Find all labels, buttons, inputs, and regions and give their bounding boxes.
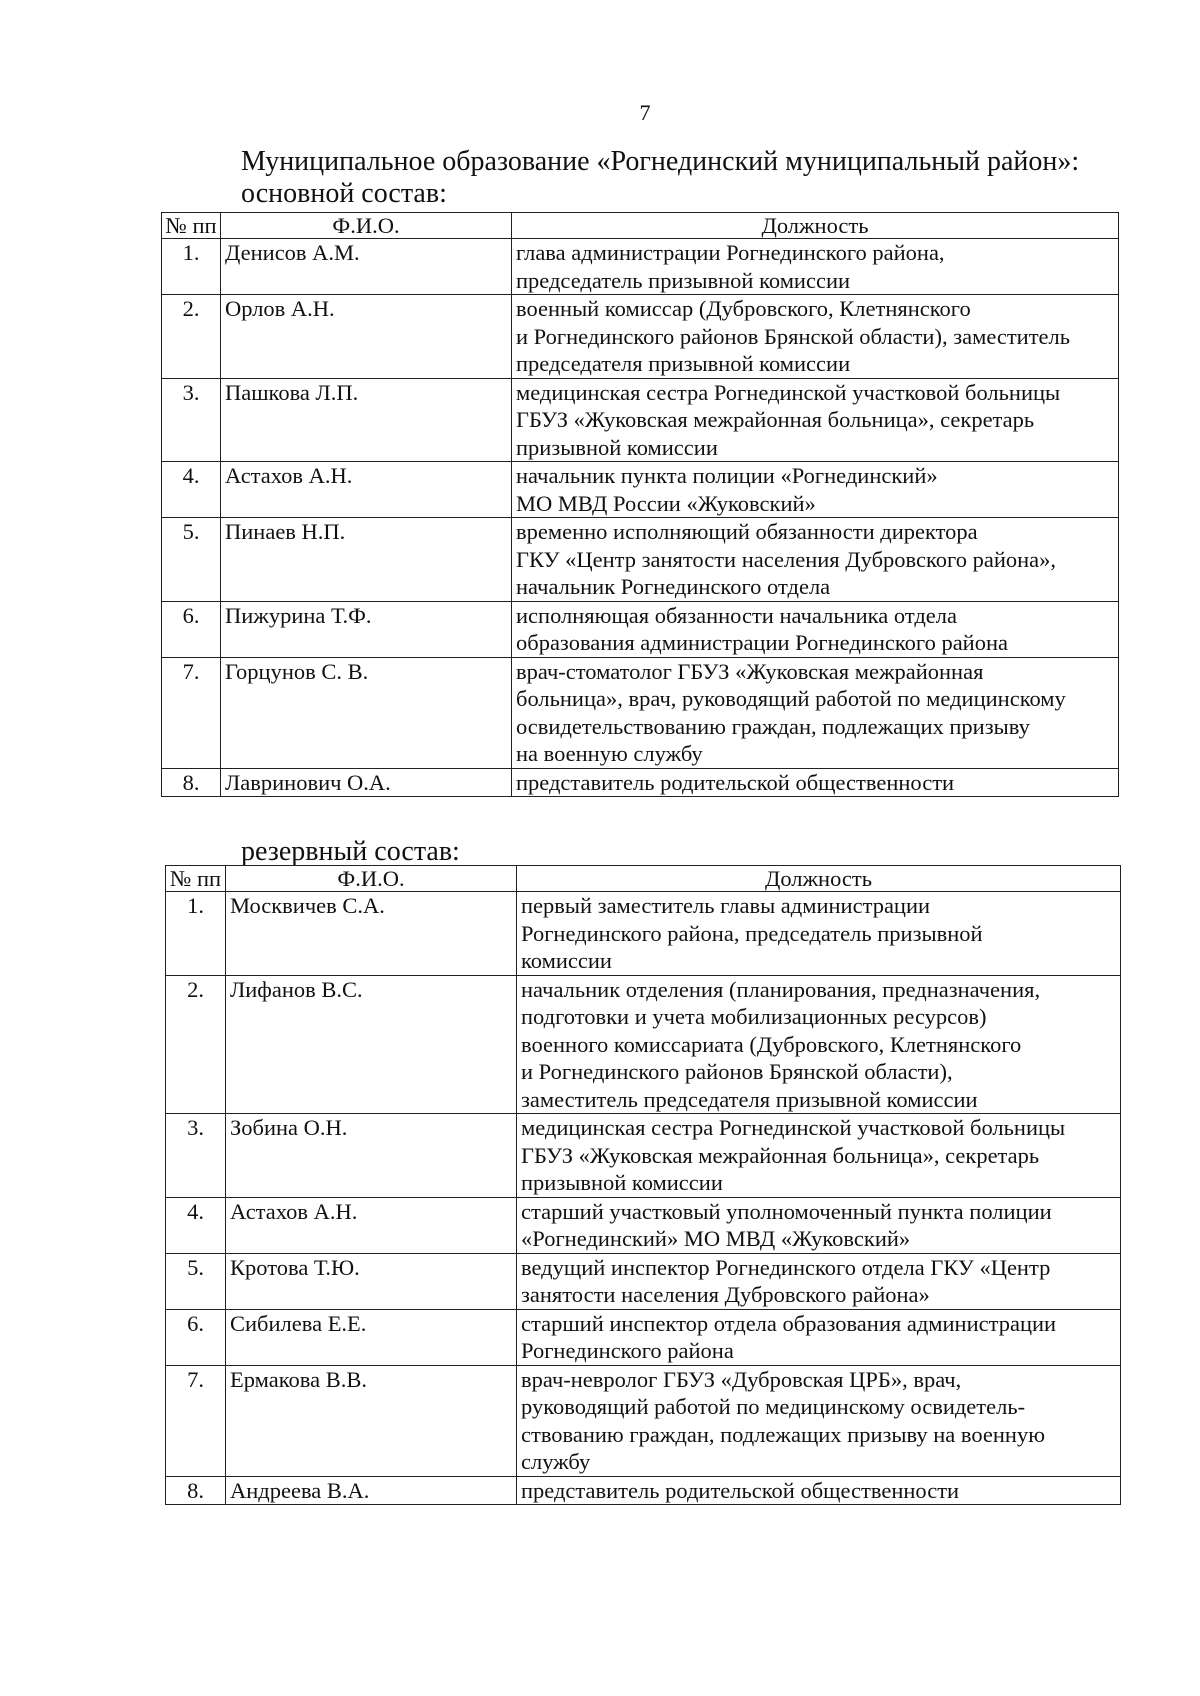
position-line: освидетельствованию граждан, подлежащих призыву	[516, 713, 1030, 739]
position-line: медицинская сестра Рогнединской участковой больницы	[516, 379, 1061, 405]
reserve-roster-body	[166, 892, 1121, 1505]
row-number: 2.	[162, 295, 221, 379]
position-line: больница», врач, руководящий работой по медицинскому	[516, 686, 1066, 711]
person-position	[517, 1197, 1121, 1253]
position-line: старший участковый уполномоченный пункта полиции	[521, 1198, 1052, 1224]
person-position	[512, 378, 1119, 462]
row-number: 3.	[162, 378, 221, 462]
person-name: Орлов А.Н.	[221, 295, 512, 379]
person-name: Сибилева Е.Е.	[226, 1309, 517, 1365]
row-number: 4.	[162, 462, 221, 518]
position-line: ведущий инспектор Рогнединского отдела ГКУ «Центр	[521, 1254, 1051, 1280]
person-name: Горцунов С. В.	[221, 657, 512, 768]
table-row	[166, 1197, 1121, 1253]
person-name: Пинаев Н.П.	[221, 518, 512, 602]
column-header-position: Должность	[512, 213, 1119, 239]
column-header-number: № пп	[162, 213, 221, 239]
table-header-row	[166, 866, 1121, 892]
position-line: председателя призывной комиссии	[516, 351, 851, 376]
column-header-fio: Ф.И.О.	[226, 866, 517, 892]
position-line: первый заместитель главы администрации	[521, 893, 931, 918]
page-number: 7	[639, 100, 651, 125]
row-number: 8.	[162, 768, 221, 797]
row-number: 6.	[162, 601, 221, 657]
column-header-fio: Ф.И.О.	[221, 213, 512, 239]
main-roster-body	[162, 239, 1119, 797]
person-position	[517, 1309, 1121, 1365]
position-line: ствованию граждан, подлежащих призыву на военную	[521, 1421, 1046, 1447]
person-name: Лифанов В.С.	[226, 975, 517, 1114]
position-line: начальник отделения (планирования, предназначения,	[521, 976, 1041, 1002]
main-roster-table	[161, 212, 1119, 797]
row-number: 1.	[162, 239, 221, 295]
table-row	[162, 768, 1119, 797]
person-position	[512, 239, 1119, 295]
position-line: военного комиссариата (Дубровского, Клетнянского	[521, 1031, 1022, 1057]
row-number: 5.	[166, 1253, 226, 1309]
column-header-number: № пп	[166, 866, 226, 892]
person-position	[512, 601, 1119, 657]
table-row	[166, 1309, 1121, 1365]
table-row	[166, 1253, 1121, 1309]
person-position	[512, 462, 1119, 518]
row-number: 6.	[166, 1309, 226, 1365]
person-name: Астахов А.Н.	[226, 1197, 517, 1253]
row-number: 8.	[166, 1476, 226, 1505]
position-line: временно исполняющий обязанности директора	[516, 519, 978, 544]
position-line: Рогнединского района	[521, 1338, 734, 1363]
table-row	[166, 1365, 1121, 1476]
position-line: и Рогнединского районов Брянской области), заместитель	[516, 323, 1071, 349]
person-name: Ермакова В.В.	[226, 1365, 517, 1476]
reserve-roster-label: резервный состав:	[241, 836, 460, 867]
table-row	[166, 1114, 1121, 1198]
position-line: призывной комиссии	[516, 434, 718, 460]
position-line: представитель родительской общественности	[516, 769, 955, 795]
position-line: представитель родительской общественности	[521, 1477, 960, 1503]
position-line: врач-невролог ГБУЗ «Дубровская ЦРБ», врач,	[521, 1366, 962, 1392]
person-name: Андреева В.А.	[226, 1476, 517, 1505]
position-line: Рогнединского района, председатель призывной	[521, 920, 983, 946]
reserve-roster-table	[165, 865, 1121, 1505]
position-line: медицинская сестра Рогнединской участковой больницы	[521, 1115, 1066, 1140]
position-line: подготовки и учета мобилизационных ресурсов)	[521, 1004, 987, 1029]
position-line: на военную службу	[516, 741, 703, 766]
position-line: старший инспектор отдела образования администрации	[521, 1310, 1057, 1336]
position-line: образования администрации Рогнединского района	[516, 630, 1009, 655]
table-row	[162, 239, 1119, 295]
position-line: глава администрации Рогнединского района,	[516, 240, 945, 265]
position-line: военный комиссар (Дубровского, Клетнянского	[516, 296, 971, 321]
person-position	[512, 768, 1119, 797]
position-line: начальник пункта полиции «Рогнединский»	[516, 463, 938, 488]
position-line: комиссии	[521, 948, 612, 973]
table-header-row	[162, 213, 1119, 239]
row-number: 5.	[162, 518, 221, 602]
person-position	[512, 657, 1119, 768]
heading-title: Муниципальное образование «Рогнединский муниципальный район»:	[241, 146, 1080, 177]
person-position	[517, 1365, 1121, 1476]
position-line: МО МВД России «Жуковский»	[516, 490, 816, 516]
row-number: 2.	[166, 975, 226, 1114]
table-row	[162, 462, 1119, 518]
row-number: 1.	[166, 892, 226, 976]
person-name: Пижурина Т.Ф.	[221, 601, 512, 657]
position-line: «Рогнединский» МО МВД «Жуковский»	[521, 1226, 911, 1251]
person-position	[517, 1114, 1121, 1198]
position-line: ГБУЗ «Жуковская межрайонная больница», секретарь	[516, 407, 1035, 432]
document-heading	[241, 146, 1079, 210]
table-row	[162, 657, 1119, 768]
row-number: 7.	[166, 1365, 226, 1476]
row-number: 4.	[166, 1197, 226, 1253]
column-header-position: Должность	[517, 866, 1121, 892]
person-name: Пашкова Л.П.	[221, 378, 512, 462]
position-line: занятости населения Дубровского района»	[521, 1282, 930, 1307]
table-row	[162, 295, 1119, 379]
table-row	[166, 975, 1121, 1114]
row-number: 7.	[162, 657, 221, 768]
person-position	[517, 1253, 1121, 1309]
position-line: ГКУ «Центр занятости населения Дубровского района»,	[516, 546, 1057, 572]
person-position	[517, 1476, 1121, 1505]
main-roster-label: основной состав:	[241, 178, 447, 209]
person-name: Зобина О.Н.	[226, 1114, 517, 1198]
person-name: Москвичев С.А.	[226, 892, 517, 976]
table-row	[166, 1476, 1121, 1505]
table-row	[162, 378, 1119, 462]
position-line: призывной комиссии	[521, 1170, 723, 1195]
person-position	[517, 975, 1121, 1114]
position-line: и Рогнединского районов Брянской области),	[521, 1059, 953, 1084]
position-line: заместитель председателя призывной комиссии	[521, 1086, 978, 1112]
table-row	[166, 892, 1121, 976]
position-line: ГБУЗ «Жуковская межрайонная больница», секретарь	[521, 1142, 1040, 1168]
position-line: начальник Рогнединского отдела	[516, 574, 831, 599]
position-line: руководящий работой по медицинскому освидетель-	[521, 1394, 1026, 1419]
person-name: Лавринович О.А.	[221, 768, 512, 797]
person-name: Астахов А.Н.	[221, 462, 512, 518]
person-name: Денисов А.М.	[221, 239, 512, 295]
person-name: Кротова Т.Ю.	[226, 1253, 517, 1309]
position-line: председатель призывной комиссии	[516, 267, 851, 293]
person-position	[512, 518, 1119, 602]
position-line: врач-стоматолог ГБУЗ «Жуковская межрайонная	[516, 658, 984, 684]
position-line: службу	[521, 1449, 591, 1474]
position-line: исполняющая обязанности начальника отдела	[516, 602, 958, 628]
person-position	[512, 295, 1119, 379]
table-row	[162, 601, 1119, 657]
person-position	[517, 892, 1121, 976]
table-row	[162, 518, 1119, 602]
row-number: 3.	[166, 1114, 226, 1198]
